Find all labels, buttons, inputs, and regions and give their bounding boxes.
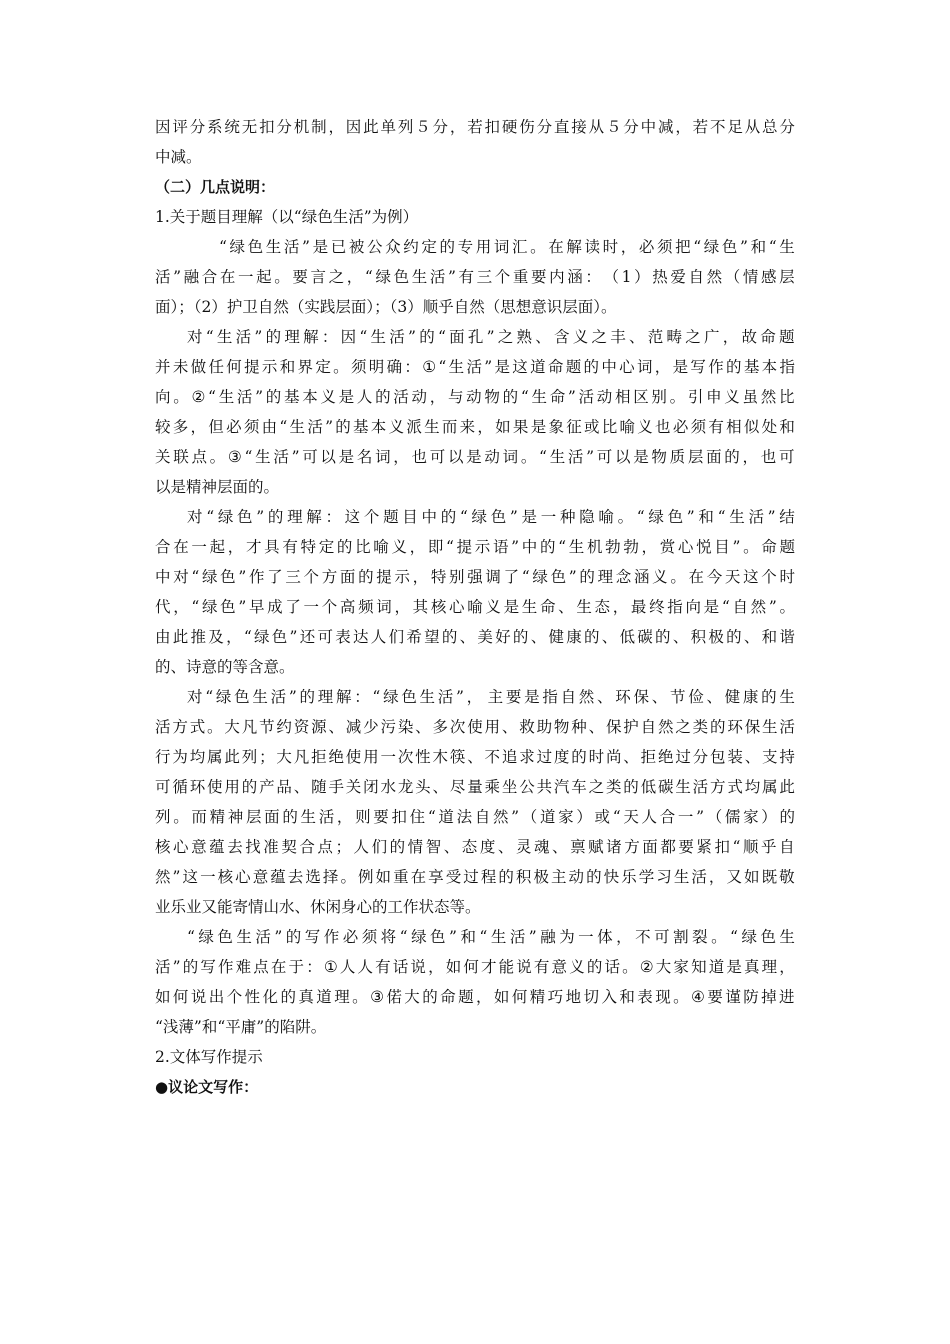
text-line: 列 。 而 精 神 层 面 的 生 活 ， 则 要 扣 住 “ 道 法 自 然 ” （ 道 家 ） 或 “ 天 人 合 一 ” （ 儒 家 ） 的 [155,808,795,826]
text-line: 行 为 均 属 此 列 ； 大 凡 拒 绝 使 用 一 次 性 木 筷 、 不 追 求 过 度 的 时 尚 、 拒 绝 过 分 包 装 、 支 持 [155,748,795,766]
text-line: 1.关于题目理解（以“绿色生活”为例） [155,208,419,226]
text-line: 较 多 ， 但 必 须 由 “ 生 活 ” 的 基 本 义 派 生 而 来 ， 如 果 是 象 征 或 比 喻 义 也 必 须 有 相 似 处 和 [155,418,795,436]
text-line: 的、诗意的等含意。 [155,658,295,676]
text-line: 活 ” 的 写 作 难 点 在 于 ： ① 人 人 有 话 说 ， 如 何 才 能 说 有 意 义 的 话 。 ② 大 家 知 道 是 真 理 ， [155,958,795,976]
text-line: 代 ， “ 绿 色 ” 早 成 了 一 个 高 频 词 ， 其 核 心 喻 义 是 生 命 、 生 态 ， 最 终 指 向 是 “ 自 然 ” 。 [155,598,795,616]
text-line: 合 在 一 起 ， 才 具 有 特 定 的 比 喻 义 ， 即 “ 提 示 语 ” 中 的 “ 生 机 勃 勃 ， 赏 心 悦 目 ” 。 命 题 [155,538,795,556]
text-line: 关 联 点 。 ③ “ 生 活 ” 可 以 是 名 词 ， 也 可 以 是 动 词 。 “ 生 活 ” 可 以 是 物 质 层 面 的 ， 也 可 [155,448,795,466]
text-line: 对 “ 绿 色 生 活 ” 的 理 解 ： “ 绿 色 生 活 ” ， 主 要 是 指 自 然 、 环 保 、 节 俭 、 健 康 的 生 [187,688,795,706]
text-line: 向 。 ② “ 生 活 ” 的 基 本 义 是 人 的 活 动 ， 与 动 物 的 “ 生 命 ” 活 动 相 区 别 。 引 申 义 虽 然 比 [155,388,795,406]
text-line: 并 未 做 任 何 提 示 和 界 定 。 须 明 确 ： ① “ 生 活 ” 是 这 道 命 题 的 中 心 词 ， 是 写 作 的 基 本 指 [155,358,795,376]
text-line: “ 绿 色 生 活 ” 的 写 作 必 须 将 “ 绿 色 ” 和 “ 生 活 ” 融 为 一 体 ， 不 可 割 裂 。 “ 绿 色 生 [187,928,795,946]
text-line: 活 方 式 。 大 凡 节 约 资 源 、 减 少 污 染 、 多 次 使 用 、 救 助 物 种 、 保 护 自 然 之 类 的 环 保 生 活 [155,718,795,736]
text-line: “ 绿 色 生 活 ” 是 已 被 公 众 约 定 的 专 用 词 汇 。 在 解 读 时 ， 必 须 把 “ 绿 色 ” 和 “ 生 [219,238,795,256]
text-line: ●议论文写作： [155,1078,259,1096]
text-line: 面）；（2）护卫自然（实践层面）；（3）顺乎自然（思想意识层面）。 [155,298,617,316]
text-line: 以是精神层面的。 [155,478,280,496]
text-line: 核 心 意 蕴 去 找 准 契 合 点 ； 人 们 的 情 智 、 态 度 、 灵 魂 、 禀 赋 诸 方 面 都 要 紧 扣 “ 顺 乎 自 [155,838,795,856]
document-page [155,112,795,1102]
text-line: 中 对 “ 绿 色 ” 作 了 三 个 方 面 的 提 示 ， 特 别 强 调 了 “ 绿 色 ” 的 理 念 涵 义 。 在 今 天 这 个 时 [155,568,795,586]
text-line: 对 “ 生 活 ” 的 理 解 ： 因 “ 生 活 ” 的 “ 面 孔 ” 之 熟 、 含 义 之 丰 、 范 畴 之 广 ， 故 命 题 [187,328,795,346]
text-line: 中减。 [155,148,202,166]
text-line: 活 ” 融 合 在 一 起 。 要 言 之 ， “ 绿 色 生 活 ” 有 三 个 重 要 内 涵 ： （ 1 ） 热 爱 自 然 （ 情 感 层 [155,268,795,286]
text-line: 如 何 说 出 个 性 化 的 真 道 理 。 ③ 偌 大 的 命 题 ， 如 何 精 巧 地 切 入 和 表 现 。 ④ 要 谨 防 掉 进 [155,988,795,1006]
text-line: 由 此 推 及 ， “ 绿 色 ” 还 可 表 达 人 们 希 望 的 、 美 好 的 、 健 康 的 、 低 碳 的 、 积 极 的 、 和 谐 [155,628,795,646]
text-line: 业乐业又能寄情山水、休闲身心的工作状态等。 [155,898,481,916]
text-line: 2.文体写作提示 [155,1048,263,1066]
text-line: 然 ” 这 一 核 心 意 蕴 去 选 择 。 例 如 重 在 享 受 过 程 的 积 极 主 动 的 快 乐 学 习 生 活 ， 又 如 既 敬 [155,868,795,886]
text-line: 可 循 环 使 用 的 产 品 、 随 手 关 闭 水 龙 头 、 尽 量 乘 坐 公 共 汽 车 之 类 的 低 碳 生 活 方 式 均 属 此 [155,778,795,796]
text-line: “浅薄”和“平庸”的陷阱。 [155,1018,327,1036]
text-line: 因 评 分 系 统 无 扣 分 机 制 ， 因 此 单 列 ５ 分 ， 若 扣 硬 伤 分 直 接 从 ５ 分 中 减 ， 若 不 足 从 总 分 [155,118,795,136]
text-line: 对 “ 绿 色 ” 的 理 解 ： 这 个 题 目 中 的 “ 绿 色 ” 是 一 种 隐 喻 。 “ 绿 色 ” 和 “ 生 活 ” 结 [187,508,795,526]
text-line: （二）几点说明： [155,178,276,196]
